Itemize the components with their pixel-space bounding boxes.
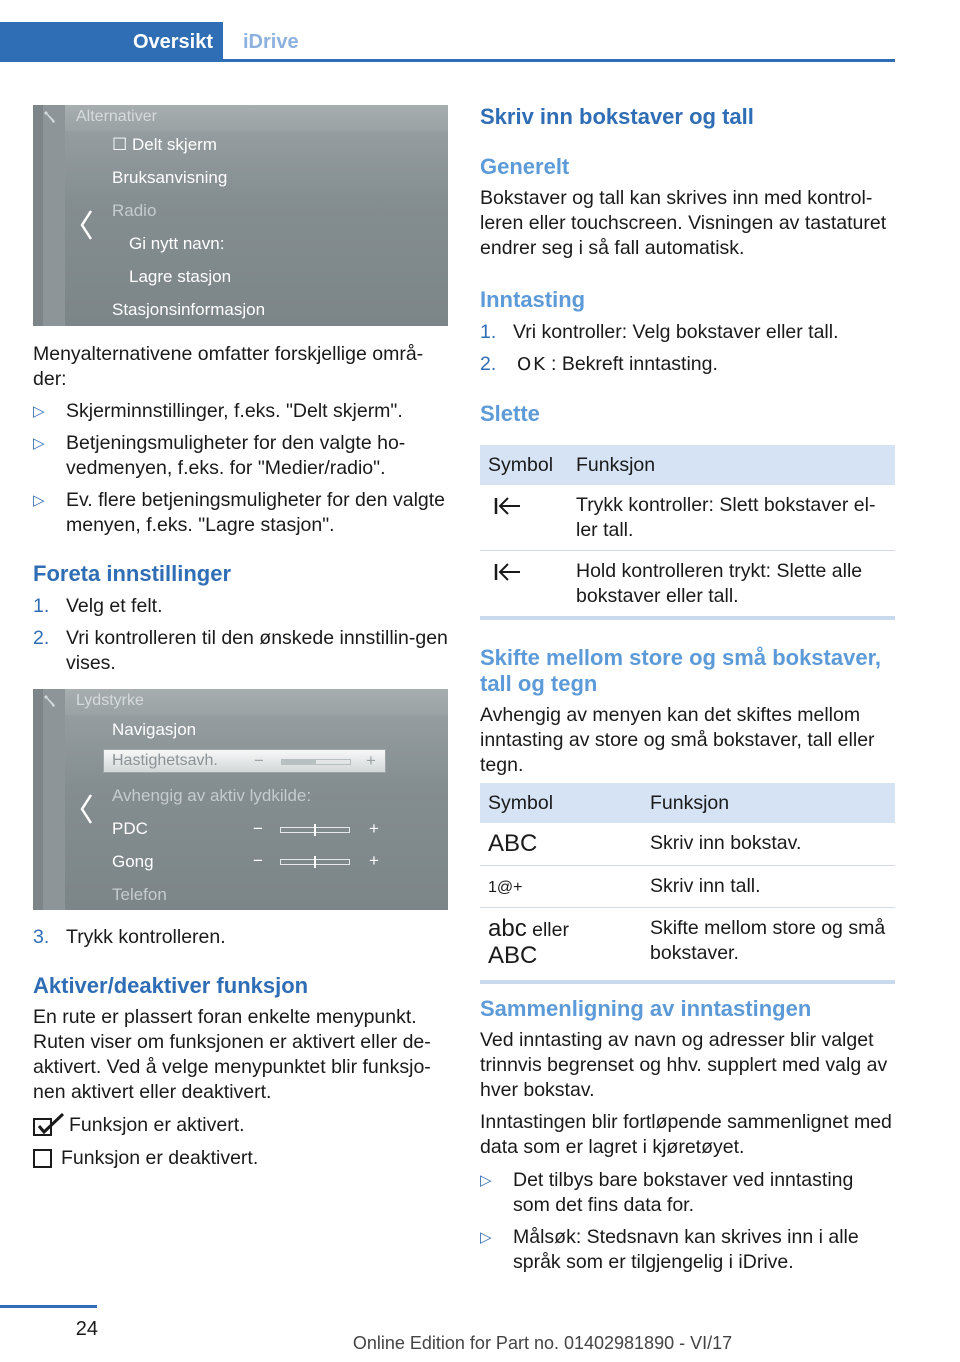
screen-title: Alternativer <box>76 108 157 125</box>
highlighted-row <box>103 749 386 773</box>
heading-switch-case: Skifte mellom store og små bokstaver, tall og tegn <box>480 645 882 696</box>
list-item: ▷ Det tilbys bare bokstaver ved inntasting som det fins data for. <box>480 1169 854 1216</box>
menu-item-station-info: Stasjonsinformasjon <box>112 300 266 319</box>
menu-item-split-screen: ☐ Delt skjerm <box>112 135 217 154</box>
heading-general: Generelt <box>480 154 570 179</box>
pdc-slider: − + <box>253 819 379 838</box>
list-item: ▷ Skjerminnstillinger, f.eks. "Delt skjerm". <box>33 400 403 422</box>
list-item: 1. Velg et felt. <box>33 595 163 617</box>
tab-overview[interactable]: Oversikt <box>0 22 223 59</box>
table-row: abc eller ABC Skifte mellom store og små bokstaver. <box>488 915 886 969</box>
footer-rule <box>0 1305 97 1308</box>
table-header-row: Symbol Funksjon <box>480 445 895 485</box>
table-row: 1@+ Skriv inn tall. <box>480 866 895 908</box>
toggle-description: En rute er plassert foran enkelte menypunkt. Ruten viser om funksjonen er aktivert eller de‐aktivert. Ved å velge menypunktet blir funksjo‐nen aktivert eller deaktivert. <box>33 1006 431 1103</box>
screenshot-options-menu <box>33 105 448 326</box>
list-item: ▷ Målsøk: Stedsnavn kan skrives inn i alle språk som er tilgjengelig i iDrive. <box>480 1226 859 1273</box>
heading-toggle-function: Aktiver/deaktiver funksjon <box>33 973 309 998</box>
menu-options-list <box>33 399 448 545</box>
menu-item-radio: Radio <box>112 201 157 220</box>
abc-upper-icon: ABC <box>488 830 538 857</box>
triangle-bullet-icon: ▷ <box>480 1229 492 1246</box>
screenshot-volume-menu <box>33 689 448 910</box>
table-row: ABC Skriv inn bokstav. <box>480 823 895 866</box>
menu-item-manual: Bruksanvisning <box>112 168 228 187</box>
deactivated-row: Funksjon er deaktivert. <box>33 1146 448 1174</box>
gong-slider: − + <box>253 851 379 870</box>
general-text: Bokstaver og tall kan skrives inn med kontrol‐leren eller touchscreen. Visningen av tastaturet endrer seg i så fall automatisk. <box>480 187 887 259</box>
menu-item-speed-dependent: Hastighetsavh. <box>112 752 218 769</box>
menu-item-pdc: PDC <box>112 819 148 838</box>
menu-item-phone: Telefon <box>112 885 167 904</box>
triangle-bullet-icon: ▷ <box>33 492 45 509</box>
heading-delete: Slette <box>480 401 540 426</box>
table-header-row: Symbol Funksjon <box>480 783 895 823</box>
delete-table <box>480 445 895 620</box>
menu-item-navigation: Navigasjon <box>112 720 197 739</box>
wrench-icon <box>43 694 57 708</box>
header-rule <box>0 59 895 62</box>
compare-text-1: Ved inntasting av navn og adresser blir valget trinnvis begrenset og hhv. supplert med valg av hver bokstav. <box>480 1029 888 1101</box>
delete-arrow-icon <box>494 495 522 517</box>
switch-table <box>480 783 895 984</box>
settings-steps <box>33 594 448 683</box>
screen-title: Lydstyrke <box>76 692 144 709</box>
list-item: ▷ Ev. flere betjeningsmuligheter for den valgte menyen, f.eks. "Lagre stasjon". <box>33 489 446 536</box>
list-item: 1. Vri kontroller: Velg bokstaver eller tall. <box>480 321 839 343</box>
wrench-icon <box>43 110 57 124</box>
menu-item-active-source: Avhengig av aktiv lydkilde: <box>112 786 312 805</box>
heading-input-letters: Skriv inn bokstaver og tall <box>480 104 754 129</box>
menu-item-rename: Gi nytt navn: <box>129 234 225 253</box>
switch-text: Avhengig av menyen kan det skiftes mellom inntasting av store og små bokstaver, tall eller tegn. <box>480 704 875 776</box>
checked-box-icon <box>33 1113 67 1137</box>
heading-input: Inntasting <box>480 287 586 312</box>
compare-text-2: Inntastingen blir fortløpende sammenlignet med data som er lagret i kjøretøyet. <box>480 1111 892 1158</box>
menu-item-gong: Gong <box>112 852 154 871</box>
triangle-bullet-icon: ▷ <box>33 403 45 420</box>
activated-row: Funksjon er aktivert. <box>33 1113 448 1141</box>
list-item: 3. Trykk kontrolleren. <box>33 926 226 948</box>
edition-note: Online Edition for Part no. 01402981890 - VI/17 <box>352 1333 733 1353</box>
abc-upper-icon: ABC <box>488 942 538 969</box>
intro-text: Menyalternativene omfatter forskjellige områ‐der: <box>33 343 424 390</box>
header-tabs <box>0 22 895 62</box>
tab-idrive[interactable]: iDrive <box>223 22 343 59</box>
settings-step-3 <box>33 925 448 957</box>
delete-arrow-icon <box>494 561 522 583</box>
chevron-left-icon <box>79 793 93 825</box>
speed-slider: − + <box>254 751 376 770</box>
input-steps <box>480 320 895 384</box>
compare-list <box>480 1168 895 1282</box>
list-item: ▷ Betjeningsmuligheter for den valgte ho‐vedmenyen, f.eks. for "Medier/radio". <box>33 432 406 479</box>
table-row: Hold kontrolleren trykt: Slette alle bokstaver eller tall. <box>480 551 895 619</box>
chevron-left-icon <box>79 209 93 241</box>
triangle-bullet-icon: ▷ <box>33 435 45 452</box>
list-item: 2. OK : Bekreft inntasting. <box>480 353 718 375</box>
triangle-bullet-icon: ▷ <box>480 1172 492 1189</box>
empty-box-icon <box>33 1149 53 1169</box>
page-number: 24 <box>75 1318 98 1340</box>
heading-settings: Foreta innstillinger <box>33 561 232 586</box>
table-row: Trykk kontroller: Slett bokstaver el‐ler tall. <box>480 485 895 551</box>
number-symbol-icon: 1@+ <box>488 879 523 896</box>
list-item: 2. Vri kontrolleren til den ønskede innstillin‐gen vises. <box>33 627 448 674</box>
abc-lower-icon: abc <box>488 915 527 942</box>
ok-icon: OK <box>517 354 547 375</box>
heading-compare: Sammenligning av inntastingen <box>480 996 812 1021</box>
menu-item-save-station: Lagre stasjon <box>129 267 232 286</box>
